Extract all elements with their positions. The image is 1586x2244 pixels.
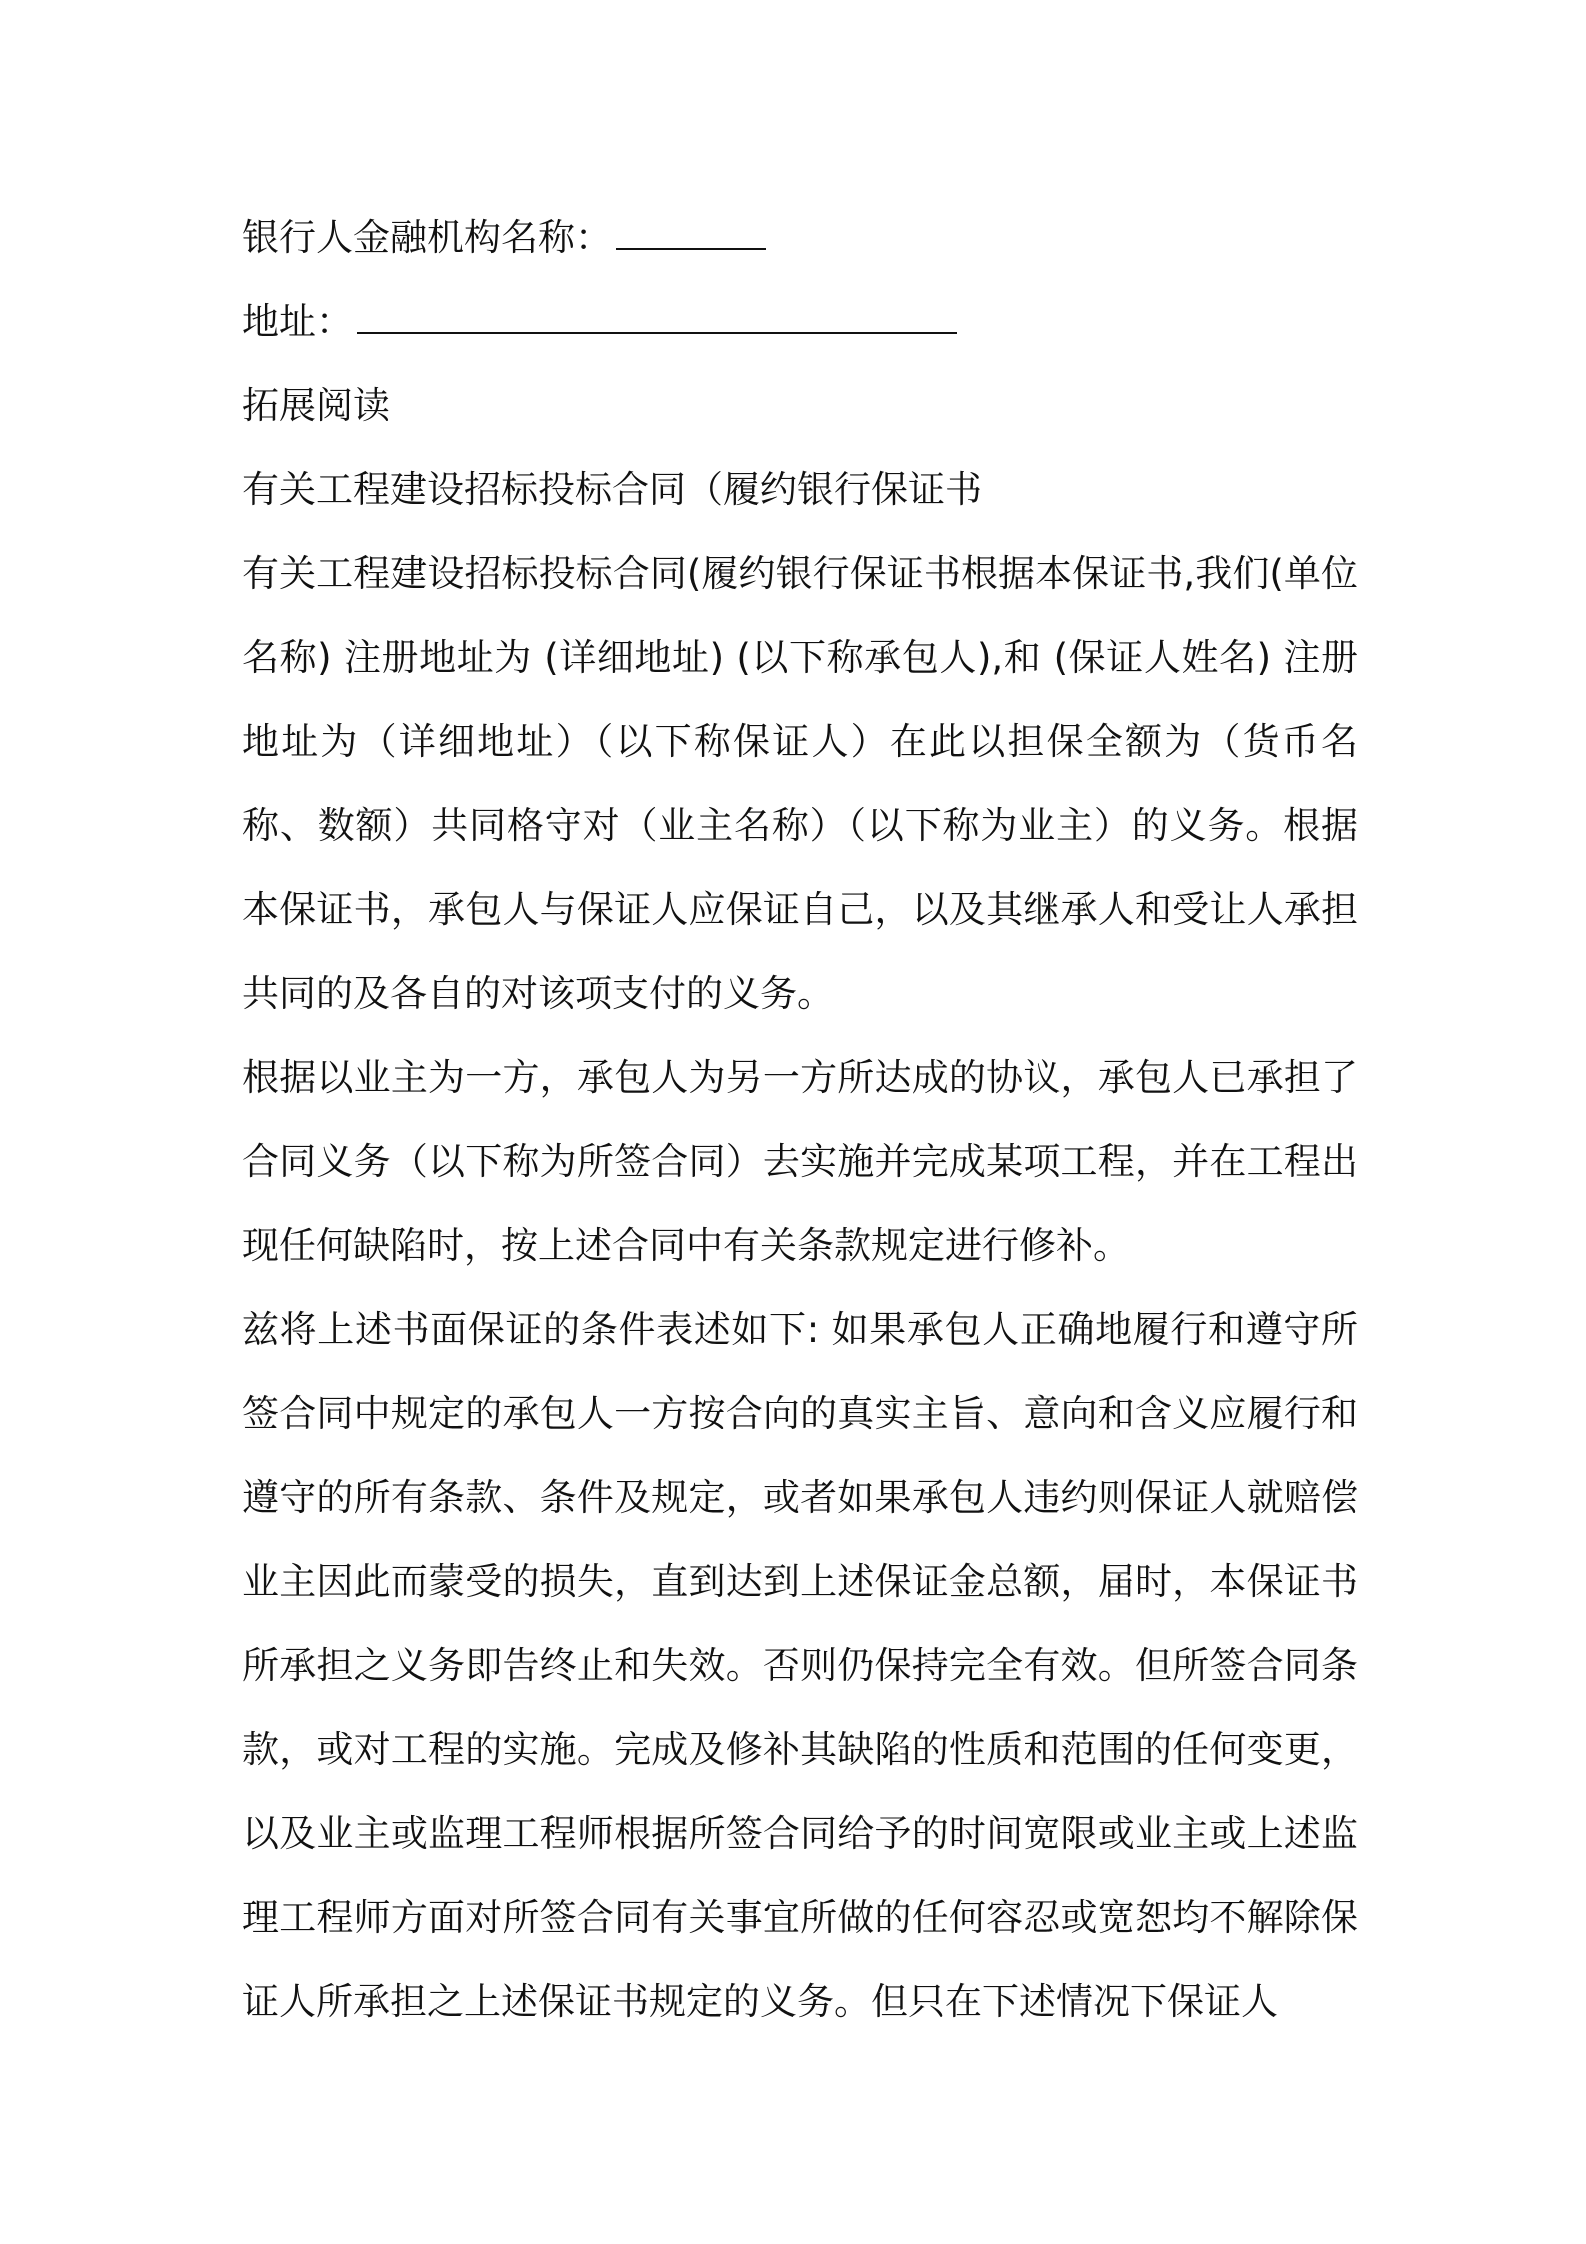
bank-name-blank [616,214,766,250]
document-body [242,196,1362,2044]
address-blank [357,298,957,334]
paragraph-2: 根据以业主为一方，承包人为另一方所达成的协议，承包人已承担了合同义务（以下称为所签合同）去实施并完成某项工程，并在工程出现任何缺陷时，按上述合同中有关条款规定进行修补。 [242,1056,1358,1267]
bank-name-line [242,196,1362,280]
paragraph-3: 兹将上述书面保证的条件表述如下: 如果承包人正确地履行和遵守所签合同中规定的承包人一方按合向的真实主旨、意向和含义应履行和遵守的所有条款、条件及规定，或者如果承包人违约则保证人就赔偿业主因此而蒙受的损失，直到达到上述保证金总额，届时，本保证书所承担之义务即告终止和失效。否则仍保持完全有效。但所签合同条款，或对工程的实施。完成及修补其缺陷的性质和范围的任何变更，以及业主或监理工程师根据所签合同给予的时间宽限或业主或上述监理工程师方面对所签合同有关事宜所做的任何容忍或宽恕均不解除保证人所承担之上述保证书规定的义务。但只在下述情况下保证人 [242,1308,1358,2023]
extended-reading-heading: 拓展阅读 [242,384,390,427]
bank-name-label: 银行人金融机构名称： [242,216,612,259]
section-title: 有关工程建设招标投标合同（履约银行保证书 [242,468,982,511]
address-line [242,280,1362,364]
address-label: 地址： [242,300,353,343]
paragraph-1: 有关工程建设招标投标合同(履约银行保证书根据本保证书,我们(单位名称) 注册地址为 (详细地址) (以下称承包人),和 (保证人姓名) 注册地址为（详细地址）（以下称保证人）在此以担保全额为（货币名称、数额）共同格守对（业主名称）（以下称为业主）的义务。根据本保证书，承包人与保证人应保证自己，以及其继承人和受让人承担共同的及各自的对该项支付的义务。 [242,552,1358,1015]
